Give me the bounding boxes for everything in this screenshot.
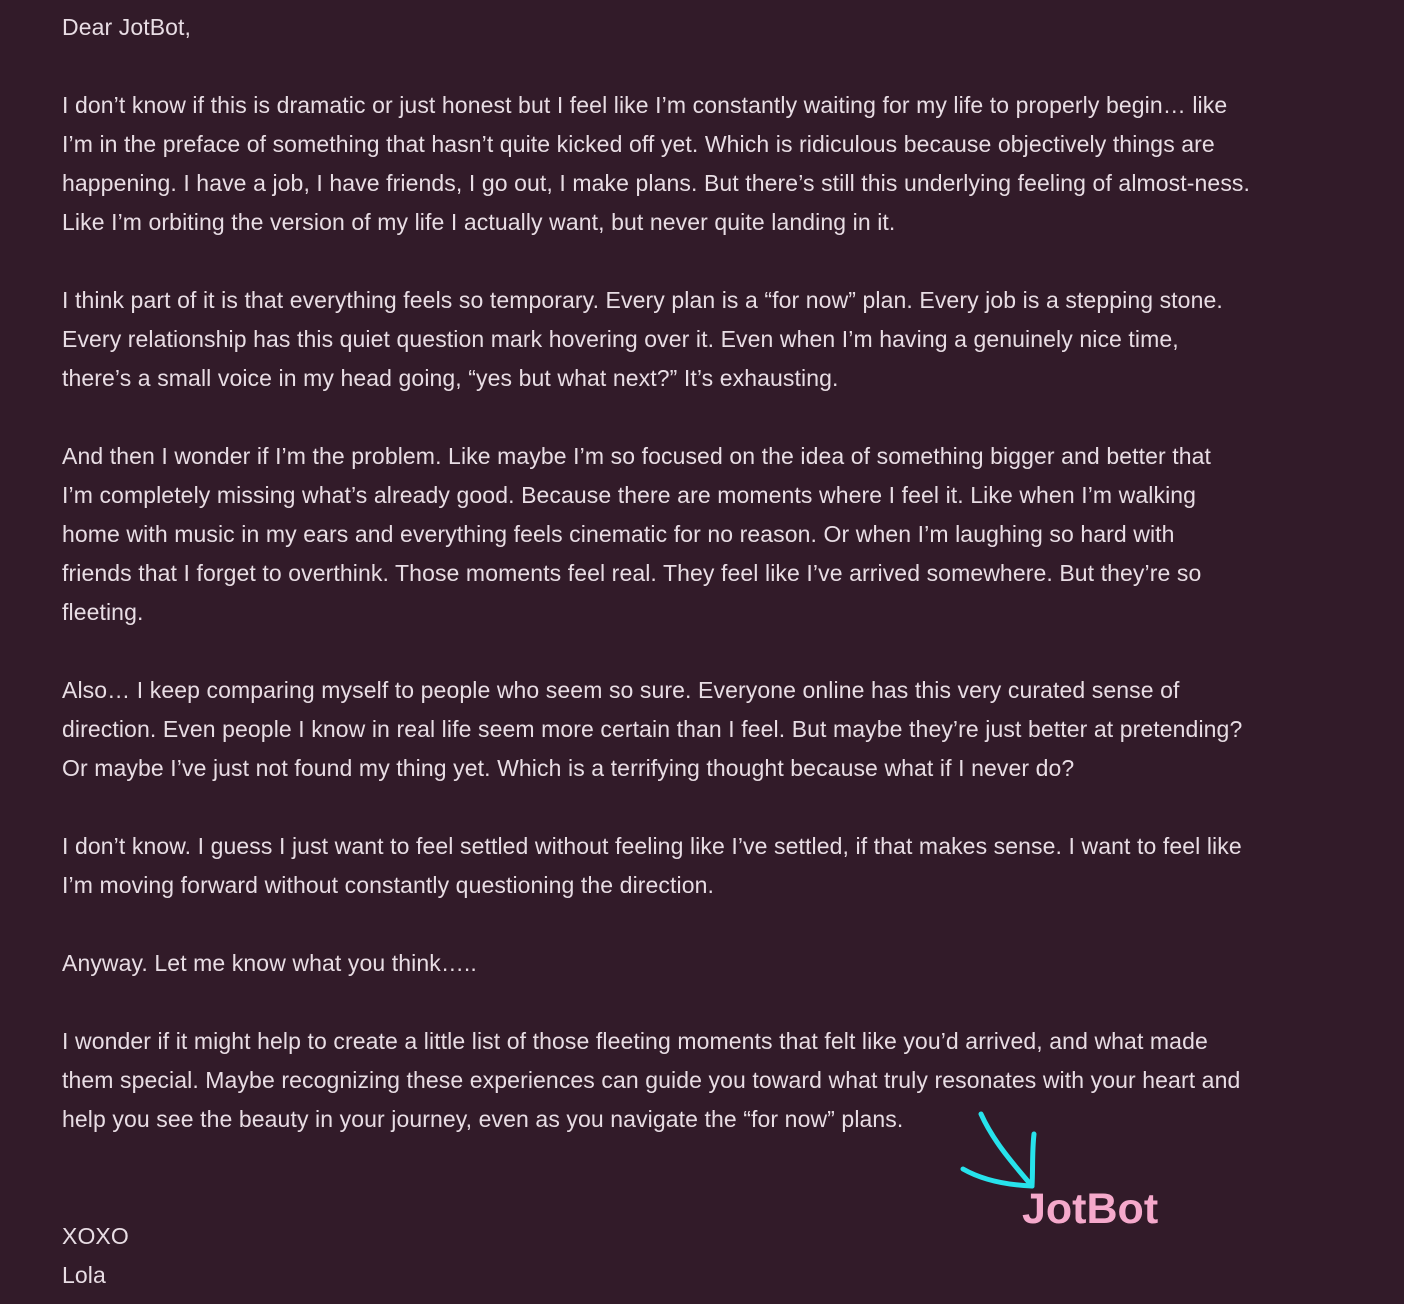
paragraph-line: home with music in my ears and everything feels cinematic for no reason. Or when I’m laughing so hard with xyxy=(62,521,1175,547)
letter-paragraph-6 xyxy=(62,944,1322,983)
letter-paragraph-4 xyxy=(62,671,1322,788)
paragraph-line: I don’t know if this is dramatic or just honest but I feel like I’m constantly waiting for my life to properly begin… like xyxy=(62,92,1228,118)
jotbot-annotation-label: JotBot xyxy=(1022,1185,1159,1233)
paragraph-line: I’m in the preface of something that hasn’t quite kicked off yet. Which is ridiculous because objectively things are xyxy=(62,131,1215,157)
paragraph-line: there’s a small voice in my head going, “yes but what next?” It’s exhausting. xyxy=(62,365,839,391)
letter-paragraph-5 xyxy=(62,827,1322,905)
paragraph-line: I’m moving forward without constantly questioning the direction. xyxy=(62,872,715,898)
paragraph-line: And then I wonder if I’m the problem. Like maybe I’m so focused on the idea of something bigger and better that xyxy=(62,443,1211,469)
paragraph-line: Anyway. Let me know what you think….. xyxy=(62,950,477,976)
paragraph-line: Like I’m orbiting the version of my life I actually want, but never quite landing in it. xyxy=(62,209,896,235)
paragraph-line: help you see the beauty in your journey, even as you navigate the “for now” plans. xyxy=(62,1106,904,1132)
paragraph-line: fleeting. xyxy=(62,599,144,625)
paragraph-line: direction. Even people I know in real life seem more certain than I feel. But maybe they’re just better at pretending? xyxy=(62,716,1243,742)
letter-paragraph-2 xyxy=(62,281,1322,398)
paragraph-line: happening. I have a job, I have friends, I go out, I make plans. But there’s still this underlying feeling of almost-ness. xyxy=(62,170,1251,196)
letter-paragraph-3 xyxy=(62,437,1322,632)
letter-paragraph-7 xyxy=(62,1022,1322,1139)
paragraph-line: Or maybe I’ve just not found my thing yet. Which is a terrifying thought because what if I never do? xyxy=(62,755,1075,781)
paragraph-line: friends that I forget to overthink. Those moments feel real. They feel like I’ve arrived somewhere. But they’re so xyxy=(62,560,1202,586)
letter-greeting: Dear JotBot, xyxy=(62,14,192,40)
letter-signature: Lola xyxy=(62,1262,106,1288)
paragraph-line: I don’t know. I guess I just want to feel settled without feeling like I’ve settled, if that makes sense. I want to feel like xyxy=(62,833,1242,859)
paragraph-line: I wonder if it might help to create a little list of those fleeting moments that felt like you’d arrived, and what made xyxy=(62,1028,1208,1054)
letter-closing: XOXO xyxy=(62,1223,129,1249)
paragraph-line: Also… I keep comparing myself to people who seem so sure. Everyone online has this very curated sense of xyxy=(62,677,1180,703)
paragraph-line: them special. Maybe recognizing these experiences can guide you toward what truly resonates with your heart and xyxy=(62,1067,1241,1093)
letter-body xyxy=(62,8,1322,1295)
paragraph-line: I think part of it is that everything feels so temporary. Every plan is a “for now” plan. Every job is a stepping stone. xyxy=(62,287,1223,313)
letter-paragraph-1 xyxy=(62,86,1322,242)
paragraph-line: I’m completely missing what’s already good. Because there are moments where I feel it. Like when I’m walking xyxy=(62,482,1197,508)
paragraph-line: Every relationship has this quiet question mark hovering over it. Even when I’m having a genuinely nice time, xyxy=(62,326,1179,352)
